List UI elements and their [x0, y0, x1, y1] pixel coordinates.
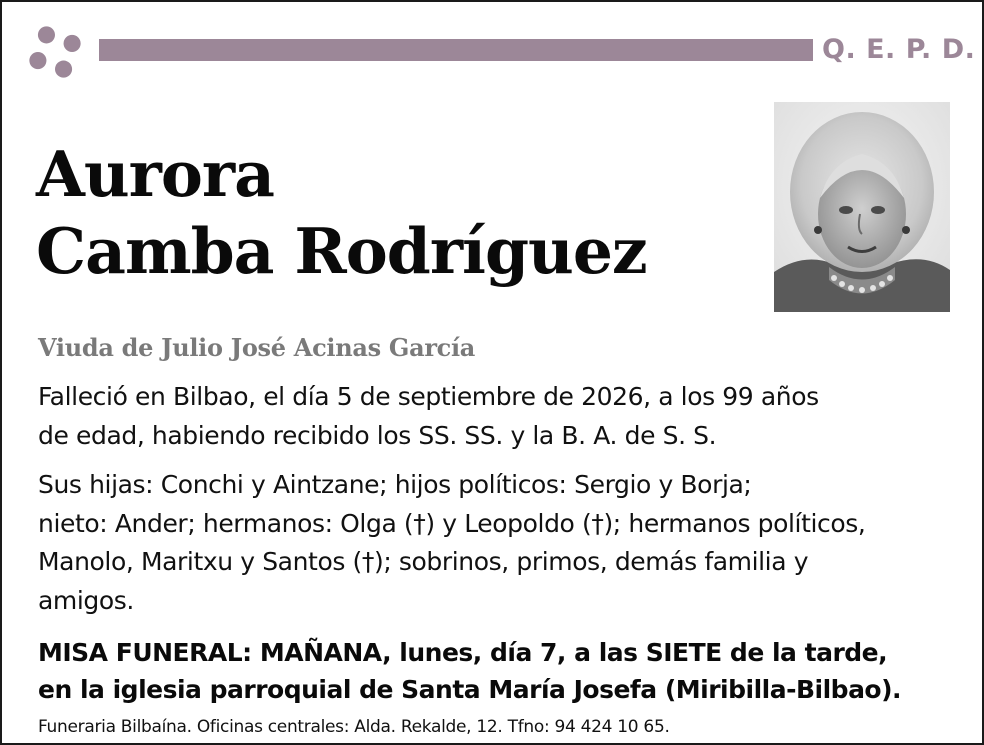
widow-of-line: Viuda de Julio José Acinas García [38, 333, 476, 362]
name-line-surnames: Camba Rodríguez [36, 214, 647, 288]
header-bar [99, 39, 813, 61]
deceased-name [36, 136, 647, 290]
qepd-label: Q. E. P. D. [822, 34, 976, 65]
name-line-first: Aurora [36, 137, 274, 211]
family-line: amigos. [38, 585, 134, 615]
death-notice-line: de edad, habiendo recibido los SS. SS. y la B. A. de S. S. [38, 420, 717, 450]
portrait-photo [774, 102, 950, 312]
funeral-line: en la iglesia parroquial de Santa María Josefa (Miribilla-Bilbao). [38, 675, 902, 704]
family-text [38, 466, 968, 620]
lauburu-icon [16, 14, 94, 90]
funeral-line: MISA FUNERAL: MAÑANA, lunes, día 7, a las SIETE de la tarde, [38, 638, 888, 667]
funeral-home-footer: Funeraria Bilbaína. Oficinas centrales: Alda. Rekalde, 12. Tfno: 94 424 10 65. [38, 717, 670, 737]
family-line: Sus hijas: Conchi y Aintzane; hijos políticos: Sergio y Borja; [38, 470, 752, 499]
family-line: nieto: Ander; hermanos: Olga (†) y Leopoldo (†); hermanos políticos, [38, 508, 866, 538]
family-line: Manolo, Maritxu y Santos (†); sobrinos, primos, demás familia y [38, 547, 809, 576]
funeral-mass-text [38, 634, 901, 708]
death-notice-line: Falleció en Bilbao, el día 5 de septiembre de 2026, a los 99 años [38, 382, 819, 411]
death-notice-text [38, 378, 968, 455]
